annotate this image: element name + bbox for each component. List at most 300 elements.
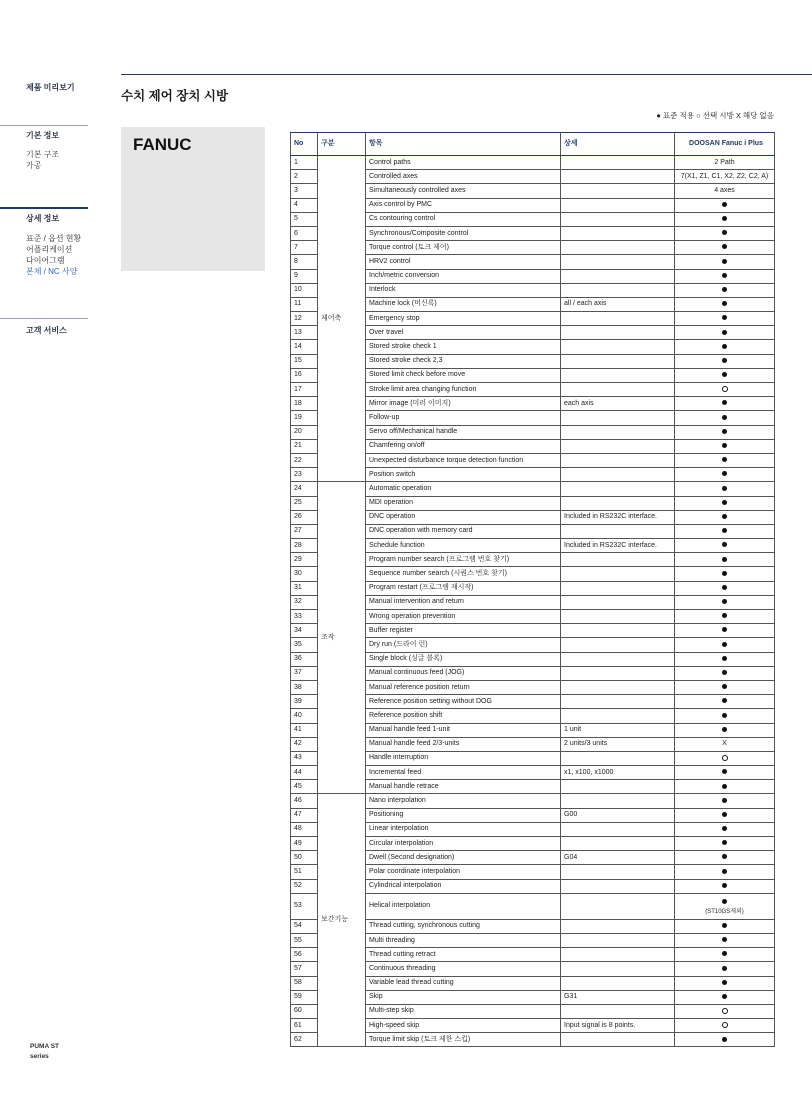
standard-dot-icon [722, 670, 727, 675]
row-value [675, 1004, 775, 1018]
standard-dot-icon [722, 273, 727, 278]
row-item: Manual continuous feed (JOG) [366, 666, 561, 680]
row-no: 60 [291, 1004, 318, 1018]
sidebar-divider [0, 125, 88, 126]
standard-dot-icon [722, 230, 727, 235]
row-value [675, 524, 775, 538]
row-value [675, 539, 775, 553]
row-detail [561, 879, 675, 893]
top-rule [121, 74, 812, 75]
row-value [675, 780, 775, 794]
row-no: 32 [291, 595, 318, 609]
row-item: Stored stroke check 2,3 [366, 354, 561, 368]
row-no: 44 [291, 766, 318, 780]
row-detail [561, 482, 675, 496]
row-value [675, 865, 775, 879]
standard-dot-icon [722, 656, 727, 661]
row-detail [561, 624, 675, 638]
row-item: Torque limit skip (토크 제한 스킵) [366, 1033, 561, 1047]
standard-dot-icon [722, 642, 727, 647]
row-no: 2 [291, 170, 318, 184]
header-value: DOOSAN Fanuc i Plus [675, 133, 775, 156]
row-no: 55 [291, 933, 318, 947]
row-value [675, 226, 775, 240]
row-value [675, 595, 775, 609]
sidebar-divider [0, 318, 88, 319]
row-item: Manual handle feed 2/3-units [366, 737, 561, 751]
row-detail [561, 283, 675, 297]
row-value [675, 990, 775, 1004]
row-no: 26 [291, 510, 318, 524]
row-value [675, 962, 775, 976]
row-detail [561, 933, 675, 947]
row-item: Dwell (Second designation) [366, 851, 561, 865]
row-no: 9 [291, 269, 318, 283]
row-value [675, 695, 775, 709]
row-item: Multi-step skip [366, 1004, 561, 1018]
standard-dot-icon [722, 769, 727, 774]
row-no: 14 [291, 340, 318, 354]
row-value [675, 766, 775, 780]
sidebar-active-divider [0, 207, 88, 209]
row-detail: all / each axis [561, 297, 675, 311]
standard-dot-icon [722, 826, 727, 831]
row-item: Synchronous/Composite control [366, 226, 561, 240]
standard-dot-icon [722, 923, 727, 928]
row-item: Manual reference position return [366, 680, 561, 694]
row-detail: x1, x100, x1000 [561, 766, 675, 780]
row-detail [561, 652, 675, 666]
row-no: 52 [291, 879, 318, 893]
row-category: 조작 [318, 482, 366, 794]
row-detail [561, 919, 675, 933]
row-no: 7 [291, 241, 318, 255]
row-value [675, 425, 775, 439]
row-detail [561, 595, 675, 609]
row-item: Program restart (프로그램 재시작) [366, 581, 561, 595]
row-no: 38 [291, 680, 318, 694]
row-no: 13 [291, 326, 318, 340]
page-title: 수치 제어 장치 시방 [121, 89, 229, 103]
standard-dot-icon [722, 358, 727, 363]
standard-dot-icon [722, 994, 727, 999]
row-no: 27 [291, 524, 318, 538]
row-no: 51 [291, 865, 318, 879]
row-detail [561, 156, 675, 170]
row-item: Handle interruption [366, 751, 561, 765]
row-item: Continuous threading [366, 962, 561, 976]
row-detail [561, 680, 675, 694]
sidebar-basic-info-title[interactable]: 기본 정보 [26, 131, 60, 140]
row-detail [561, 567, 675, 581]
row-item: Follow-up [366, 411, 561, 425]
row-detail [561, 255, 675, 269]
standard-dot-icon [722, 216, 727, 221]
row-detail: Included in RS232C interface. [561, 539, 675, 553]
row-value [675, 340, 775, 354]
row-item: Control paths [366, 156, 561, 170]
sidebar-detail-info-title[interactable]: 상세 정보 [26, 214, 60, 223]
row-detail [561, 948, 675, 962]
standard-dot-icon [722, 812, 727, 817]
row-detail [561, 269, 675, 283]
row-item: Reference position shift [366, 709, 561, 723]
row-item: Controlled axes [366, 170, 561, 184]
row-no: 43 [291, 751, 318, 765]
row-value [675, 453, 775, 467]
row-item: Stroke limit area changing function [366, 383, 561, 397]
row-value [675, 368, 775, 382]
standard-dot-icon [722, 202, 727, 207]
row-detail [561, 496, 675, 510]
row-item: Mirror image (미러 이미지) [366, 397, 561, 411]
row-no: 35 [291, 638, 318, 652]
row-item: Single block (싱글 블록) [366, 652, 561, 666]
standard-dot-icon [722, 869, 727, 874]
standard-dot-icon [722, 429, 727, 434]
standard-dot-icon [722, 883, 727, 888]
option-circle-icon [722, 386, 728, 392]
row-value [675, 976, 775, 990]
row-item: Manual intervention and return [366, 595, 561, 609]
row-item: Over travel [366, 326, 561, 340]
row-value [675, 638, 775, 652]
row-no: 25 [291, 496, 318, 510]
footer-line2: series [30, 1053, 49, 1060]
row-no: 45 [291, 780, 318, 794]
row-no: 53 [291, 893, 318, 919]
row-detail [561, 976, 675, 990]
row-detail [561, 709, 675, 723]
row-no: 41 [291, 723, 318, 737]
row-detail [561, 439, 675, 453]
row-value [675, 723, 775, 737]
standard-dot-icon [722, 500, 727, 505]
sidebar-item-standard-option[interactable]: 표준 / 옵션 현황 [26, 234, 82, 243]
standard-dot-icon [722, 571, 727, 576]
row-no: 34 [291, 624, 318, 638]
table-row [291, 482, 775, 496]
row-item: Thread cutting retract [366, 948, 561, 962]
row-no: 57 [291, 962, 318, 976]
row-detail: G00 [561, 808, 675, 822]
row-value [675, 397, 775, 411]
row-detail [561, 184, 675, 198]
row-no: 50 [291, 851, 318, 865]
standard-dot-icon [722, 798, 727, 803]
row-detail [561, 383, 675, 397]
row-no: 23 [291, 468, 318, 482]
table-row [291, 156, 775, 170]
row-detail [561, 553, 675, 567]
option-circle-icon [722, 755, 728, 761]
row-detail [561, 453, 675, 467]
row-detail [561, 368, 675, 382]
standard-dot-icon [722, 244, 727, 249]
row-value [675, 666, 775, 680]
row-value [675, 212, 775, 226]
standard-dot-icon [722, 599, 727, 604]
row-value [675, 312, 775, 326]
row-detail [561, 610, 675, 624]
row-item: Polar coordinate interpolation [366, 865, 561, 879]
row-no: 33 [291, 610, 318, 624]
standard-dot-icon [722, 727, 727, 732]
row-item: DNC operation [366, 510, 561, 524]
row-no: 19 [291, 411, 318, 425]
row-detail [561, 822, 675, 836]
row-item: Interlock [366, 283, 561, 297]
row-value [675, 482, 775, 496]
row-item: Schedule function [366, 539, 561, 553]
row-value [675, 652, 775, 666]
header-category: 구분 [318, 133, 366, 156]
row-value [675, 879, 775, 893]
row-no: 3 [291, 184, 318, 198]
row-no: 10 [291, 283, 318, 297]
row-category: 보간기능 [318, 794, 366, 1047]
standard-dot-icon [722, 966, 727, 971]
standard-dot-icon [722, 840, 727, 845]
row-item: Dry run (드라이 런) [366, 638, 561, 652]
standard-dot-icon [722, 937, 727, 942]
standard-dot-icon [722, 951, 727, 956]
row-value [675, 794, 775, 808]
row-value [675, 383, 775, 397]
row-no: 15 [291, 354, 318, 368]
standard-dot-icon [722, 627, 727, 632]
row-item: Helical interpolation [366, 893, 561, 919]
header-detail: 상세 [561, 133, 675, 156]
row-no: 49 [291, 837, 318, 851]
row-value [675, 893, 775, 919]
row-detail [561, 638, 675, 652]
row-detail: 2 units/3 units [561, 737, 675, 751]
row-item: Emergency stop [366, 312, 561, 326]
standard-dot-icon [722, 486, 727, 491]
legend: ● 표준 적용 ○ 선택 시방 X 해당 없음 [656, 111, 774, 120]
standard-dot-icon [722, 1037, 727, 1042]
row-value [675, 822, 775, 836]
spec-table [290, 132, 775, 1047]
row-item: Servo off/Mechanical handle [366, 425, 561, 439]
not-applicable-icon: X [722, 740, 727, 748]
row-value [675, 624, 775, 638]
row-value [675, 680, 775, 694]
row-no: 20 [291, 425, 318, 439]
row-value [675, 297, 775, 311]
row-item: Skip [366, 990, 561, 1004]
standard-dot-icon [722, 980, 727, 985]
row-detail: G04 [561, 851, 675, 865]
row-value [675, 468, 775, 482]
row-no: 22 [291, 453, 318, 467]
row-detail [561, 468, 675, 482]
standard-dot-icon [722, 684, 727, 689]
sidebar-customer-service[interactable]: 고객 서비스 [26, 326, 67, 335]
standard-dot-icon [722, 698, 727, 703]
row-item: Manual handle retrace [366, 780, 561, 794]
row-no: 36 [291, 652, 318, 666]
standard-dot-icon [722, 443, 727, 448]
row-detail [561, 198, 675, 212]
spec-table-body [291, 156, 775, 1047]
row-value: 7(X1, Z1, C1, X2, Z2, C2, A) [675, 170, 775, 184]
row-no: 31 [291, 581, 318, 595]
sidebar-item-diagram[interactable]: 다이어그램 [26, 256, 65, 265]
row-no: 24 [291, 482, 318, 496]
row-no: 56 [291, 948, 318, 962]
row-value [675, 1019, 775, 1033]
standard-dot-icon [722, 713, 727, 718]
row-value [675, 737, 775, 751]
row-value [675, 269, 775, 283]
row-detail [561, 1033, 675, 1047]
row-detail [561, 1004, 675, 1018]
row-detail: each axis [561, 397, 675, 411]
row-item: Stored stroke check 1 [366, 340, 561, 354]
row-no: 39 [291, 695, 318, 709]
row-detail [561, 751, 675, 765]
row-no: 8 [291, 255, 318, 269]
table-header-row [291, 133, 775, 156]
table-row [291, 794, 775, 808]
row-detail [561, 865, 675, 879]
row-item: MDI operation [366, 496, 561, 510]
row-value [675, 933, 775, 947]
row-no: 18 [291, 397, 318, 411]
row-detail: Included in RS232C interface. [561, 510, 675, 524]
row-detail [561, 780, 675, 794]
standard-dot-icon [722, 528, 727, 533]
row-value: 2 Path [675, 156, 775, 170]
row-no: 11 [291, 297, 318, 311]
row-item: Unexpected disturbance torque detection function [366, 453, 561, 467]
row-no: 29 [291, 553, 318, 567]
row-no: 21 [291, 439, 318, 453]
standard-dot-icon [722, 613, 727, 618]
row-detail [561, 340, 675, 354]
row-detail [561, 312, 675, 326]
row-detail: 1 unit [561, 723, 675, 737]
standard-dot-icon [722, 344, 727, 349]
sidebar [0, 0, 118, 1114]
standard-dot-icon [722, 372, 727, 377]
row-item: Automatic operation [366, 482, 561, 496]
row-no: 1 [291, 156, 318, 170]
row-value [675, 326, 775, 340]
row-value [675, 610, 775, 624]
standard-dot-icon [722, 899, 727, 904]
row-value [675, 241, 775, 255]
row-item: Nano interpolation [366, 794, 561, 808]
standard-dot-icon [722, 400, 727, 405]
row-detail [561, 170, 675, 184]
header-item: 항목 [366, 133, 561, 156]
row-detail [561, 212, 675, 226]
standard-dot-icon [722, 330, 727, 335]
row-value [675, 751, 775, 765]
row-value [675, 919, 775, 933]
row-item: Program number search (프로그램 번호 찾기) [366, 553, 561, 567]
row-no: 28 [291, 539, 318, 553]
row-item: Torque control (토크 제어) [366, 241, 561, 255]
row-value [675, 808, 775, 822]
sidebar-item-application[interactable]: 어플리케이션 [26, 245, 73, 254]
sidebar-item-nc-spec[interactable]: 본체 / NC 사양 [26, 267, 78, 276]
brand-label: FANUC [133, 135, 192, 154]
row-value [675, 837, 775, 851]
row-no: 4 [291, 198, 318, 212]
option-circle-icon [722, 1022, 728, 1028]
row-item: Multi threading [366, 933, 561, 947]
row-detail [561, 581, 675, 595]
row-item: Machine lock (머신록) [366, 297, 561, 311]
row-no: 47 [291, 808, 318, 822]
row-value [675, 553, 775, 567]
row-item: Stored limit check before move [366, 368, 561, 382]
sidebar-product-preview[interactable]: 제품 미리보기 [26, 83, 75, 92]
row-value [675, 948, 775, 962]
row-detail [561, 962, 675, 976]
value-note: (ST10GS제외) [705, 909, 744, 916]
row-item: Axis control by PMC [366, 198, 561, 212]
row-detail: G31 [561, 990, 675, 1004]
standard-dot-icon [722, 301, 727, 306]
standard-dot-icon [722, 287, 727, 292]
row-item: Chamfering on/off [366, 439, 561, 453]
row-detail [561, 226, 675, 240]
row-detail [561, 794, 675, 808]
row-item: Inch/metric conversion [366, 269, 561, 283]
row-no: 40 [291, 709, 318, 723]
row-detail [561, 837, 675, 851]
row-detail [561, 241, 675, 255]
row-no: 12 [291, 312, 318, 326]
row-value [675, 709, 775, 723]
row-value [675, 496, 775, 510]
row-detail [561, 695, 675, 709]
sidebar-item-basic-structure[interactable]: 기본 구조 [26, 150, 60, 159]
row-item: Manual handle feed 1-unit [366, 723, 561, 737]
row-value [675, 851, 775, 865]
standard-dot-icon [722, 471, 727, 476]
row-item: Thread cutting, synchronous cutting [366, 919, 561, 933]
row-no: 61 [291, 1019, 318, 1033]
row-no: 48 [291, 822, 318, 836]
row-item: Cylindrical interpolation [366, 879, 561, 893]
row-no: 54 [291, 919, 318, 933]
row-value [675, 354, 775, 368]
row-item: Cs contouring control [366, 212, 561, 226]
row-no: 58 [291, 976, 318, 990]
sidebar-item-machining[interactable]: 가공 [26, 161, 42, 170]
row-item: Positioning [366, 808, 561, 822]
row-item: Wrong operation prevention [366, 610, 561, 624]
row-value [675, 510, 775, 524]
row-no: 6 [291, 226, 318, 240]
row-item: Buffer register [366, 624, 561, 638]
row-item: Incremental feed [366, 766, 561, 780]
brand-panel [121, 127, 265, 271]
row-no: 37 [291, 666, 318, 680]
row-item: Linear interpolation [366, 822, 561, 836]
standard-dot-icon [722, 854, 727, 859]
row-detail [561, 666, 675, 680]
row-detail [561, 524, 675, 538]
row-no: 46 [291, 794, 318, 808]
row-no: 17 [291, 383, 318, 397]
